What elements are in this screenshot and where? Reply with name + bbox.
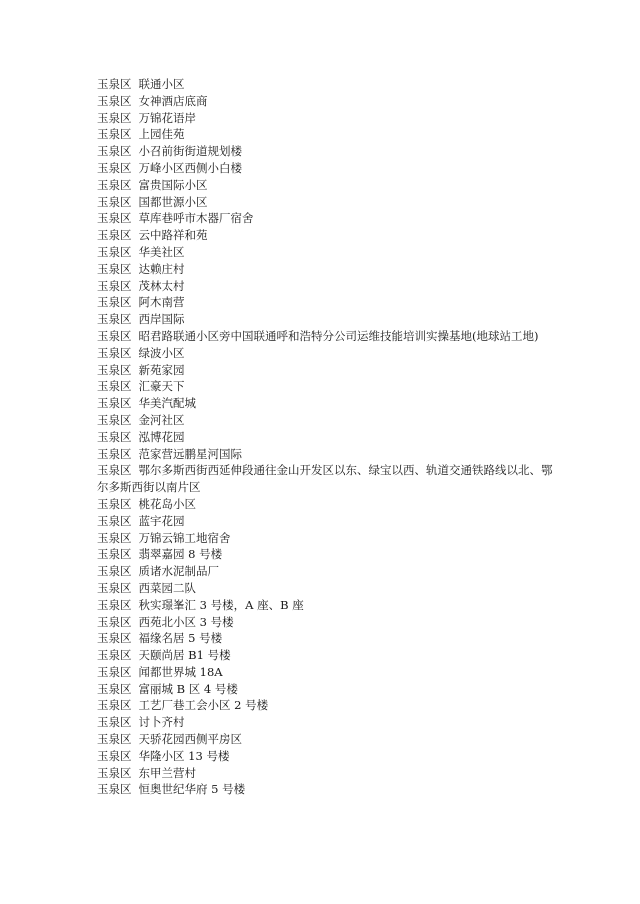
district-label: 玉泉区 bbox=[97, 261, 132, 276]
place-name: 恒奥世纪华府 5 号楼 bbox=[138, 782, 246, 797]
district-label: 玉泉区 bbox=[97, 312, 132, 327]
district-label: 玉泉区 bbox=[97, 244, 132, 259]
district-label: 玉泉区 bbox=[97, 715, 132, 730]
list-item bbox=[97, 681, 557, 698]
place-name: 小召前街街道规划楼 bbox=[138, 144, 242, 159]
place-name: 国都世源小区 bbox=[138, 194, 208, 209]
district-label: 玉泉区 bbox=[97, 631, 132, 646]
district-label: 玉泉区 bbox=[97, 345, 132, 360]
district-label: 玉泉区 bbox=[97, 765, 132, 780]
place-name: 天骄花园西侧平房区 bbox=[138, 732, 242, 747]
district-label: 玉泉区 bbox=[97, 362, 132, 377]
list-item bbox=[97, 546, 557, 563]
list-item bbox=[97, 697, 557, 714]
district-label: 玉泉区 bbox=[97, 412, 132, 427]
district-label: 玉泉区 bbox=[97, 211, 132, 226]
district-label: 玉泉区 bbox=[97, 496, 132, 511]
district-label: 玉泉区 bbox=[97, 295, 132, 310]
place-name: 绿波小区 bbox=[138, 345, 185, 360]
place-name: 万锦云锦工地宿舍 bbox=[138, 530, 231, 545]
place-name: 翡翠嘉园 8 号楼 bbox=[138, 547, 223, 562]
list-item bbox=[97, 362, 557, 379]
list-item bbox=[97, 143, 557, 160]
district-label: 玉泉区 bbox=[97, 177, 132, 192]
place-name: 东甲兰营村 bbox=[138, 765, 196, 780]
district-label: 玉泉区 bbox=[97, 580, 132, 595]
list-item bbox=[97, 446, 557, 463]
list-item bbox=[97, 93, 557, 110]
list-item bbox=[97, 513, 557, 530]
list-item bbox=[97, 731, 557, 748]
district-label: 玉泉区 bbox=[97, 547, 132, 562]
place-name: 阿木南营 bbox=[138, 295, 185, 310]
list-item bbox=[97, 345, 557, 362]
district-label: 玉泉区 bbox=[97, 732, 132, 747]
list-item bbox=[97, 748, 557, 765]
list-item bbox=[97, 278, 557, 295]
district-label: 玉泉区 bbox=[97, 328, 132, 343]
list-item bbox=[97, 614, 557, 631]
list-item bbox=[97, 395, 557, 412]
list-item bbox=[97, 294, 557, 311]
place-name: 福缘名居 5 号楼 bbox=[138, 631, 223, 646]
place-name: 华隆小区 13 号楼 bbox=[138, 748, 230, 763]
place-name: 华美社区 bbox=[138, 244, 185, 259]
place-name: 西苑北小区 3 号楼 bbox=[138, 614, 234, 629]
district-label: 玉泉区 bbox=[97, 228, 132, 243]
place-name: 西岸国际 bbox=[138, 312, 185, 327]
list-item bbox=[97, 580, 557, 597]
district-label: 玉泉区 bbox=[97, 698, 132, 713]
place-name: 万峰小区西侧小白楼 bbox=[138, 160, 242, 175]
list-item bbox=[97, 126, 557, 143]
district-label: 玉泉区 bbox=[97, 127, 132, 142]
district-label: 玉泉区 bbox=[97, 446, 132, 461]
place-name: 鄂尔多斯西街西延伸段通往金山开发区以东、绿宝以西、轨道交通铁路线以北、鄂尔多斯西街以南片区 bbox=[97, 463, 553, 495]
district-label: 玉泉区 bbox=[97, 396, 132, 411]
place-name: 桃花岛小区 bbox=[138, 496, 196, 511]
district-label: 玉泉区 bbox=[97, 664, 132, 679]
list-item bbox=[97, 412, 557, 429]
place-name: 茂林太村 bbox=[138, 278, 185, 293]
district-label: 玉泉区 bbox=[97, 463, 132, 478]
place-name: 华美汽配城 bbox=[138, 396, 196, 411]
place-name: 天颐尚居 B1 号楼 bbox=[138, 648, 231, 663]
district-label: 玉泉区 bbox=[97, 379, 132, 394]
list-item bbox=[97, 563, 557, 580]
district-label: 玉泉区 bbox=[97, 530, 132, 545]
list-item bbox=[97, 462, 557, 496]
place-name: 西菜园二队 bbox=[138, 580, 196, 595]
district-label: 玉泉区 bbox=[97, 597, 132, 612]
list-item bbox=[97, 110, 557, 127]
list-item bbox=[97, 261, 557, 278]
list-item bbox=[97, 496, 557, 513]
list-item bbox=[97, 210, 557, 227]
place-name: 工艺厂巷工会小区 2 号楼 bbox=[138, 698, 269, 713]
list-item bbox=[97, 378, 557, 395]
list-item bbox=[97, 160, 557, 177]
place-name: 秋实璟峯汇 3 号楼，A 座、B 座 bbox=[138, 597, 304, 612]
district-label: 玉泉区 bbox=[97, 77, 132, 91]
place-name: 富贵国际小区 bbox=[138, 177, 208, 192]
location-list bbox=[97, 76, 557, 798]
place-name: 云中路祥和苑 bbox=[138, 228, 208, 243]
district-label: 玉泉区 bbox=[97, 748, 132, 763]
list-item bbox=[97, 429, 557, 446]
district-label: 玉泉区 bbox=[97, 648, 132, 663]
list-item bbox=[97, 530, 557, 547]
list-item bbox=[97, 227, 557, 244]
place-name: 闻都世界城 18A bbox=[138, 664, 223, 679]
place-name: 讨卜齐村 bbox=[138, 715, 185, 730]
district-label: 玉泉区 bbox=[97, 93, 132, 108]
place-name: 范家营远鹏星河国际 bbox=[138, 446, 242, 461]
place-name: 金河社区 bbox=[138, 412, 185, 427]
place-name: 达赖庄村 bbox=[138, 261, 185, 276]
district-label: 玉泉区 bbox=[97, 564, 132, 579]
place-name: 昭君路联通小区旁中国联通呼和浩特分公司运维技能培训实操基地(地球站工地) bbox=[138, 328, 539, 343]
list-item bbox=[97, 647, 557, 664]
list-item bbox=[97, 177, 557, 194]
place-name: 新苑家园 bbox=[138, 362, 185, 377]
district-label: 玉泉区 bbox=[97, 513, 132, 528]
place-name: 草库巷呼市木器厂宿舍 bbox=[138, 211, 254, 226]
district-label: 玉泉区 bbox=[97, 278, 132, 293]
district-label: 玉泉区 bbox=[97, 782, 132, 797]
place-name: 万锦花语岸 bbox=[138, 110, 196, 125]
place-name: 联通小区 bbox=[138, 77, 185, 91]
district-label: 玉泉区 bbox=[97, 110, 132, 125]
district-label: 玉泉区 bbox=[97, 144, 132, 159]
place-name: 富丽城 B 区 4 号楼 bbox=[138, 681, 238, 696]
list-item bbox=[97, 597, 557, 614]
list-item bbox=[97, 244, 557, 261]
district-label: 玉泉区 bbox=[97, 160, 132, 175]
district-label: 玉泉区 bbox=[97, 681, 132, 696]
place-name: 蓝宇花园 bbox=[138, 513, 185, 528]
place-name: 女神酒店底商 bbox=[138, 93, 208, 108]
list-item bbox=[97, 781, 557, 798]
list-item bbox=[97, 630, 557, 647]
place-name: 汇豪天下 bbox=[138, 379, 185, 394]
list-item bbox=[97, 311, 557, 328]
list-item bbox=[97, 194, 557, 211]
place-name: 质诸水泥制品厂 bbox=[138, 564, 219, 579]
place-name: 泓博花园 bbox=[138, 429, 185, 444]
list-item bbox=[97, 664, 557, 681]
list-item bbox=[97, 765, 557, 782]
district-label: 玉泉区 bbox=[97, 194, 132, 209]
place-name: 上园佳苑 bbox=[138, 127, 185, 142]
district-label: 玉泉区 bbox=[97, 614, 132, 629]
list-item bbox=[97, 328, 557, 345]
district-label: 玉泉区 bbox=[97, 429, 132, 444]
list-item bbox=[97, 714, 557, 731]
list-item bbox=[97, 76, 557, 93]
